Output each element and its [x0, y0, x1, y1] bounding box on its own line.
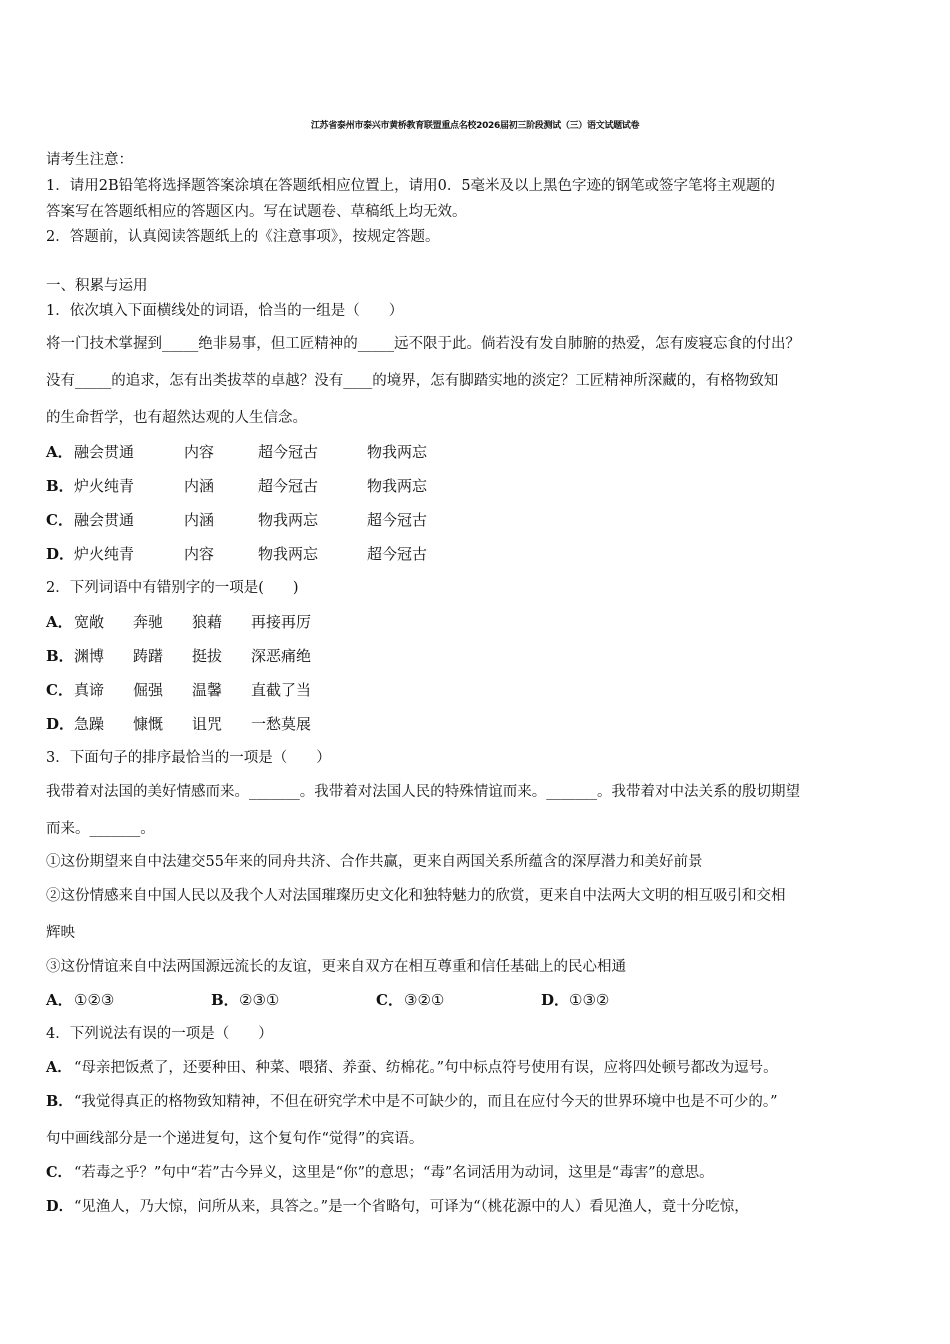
- option-label: D．: [46, 545, 75, 563]
- option-word: 物我两忘: [367, 443, 428, 461]
- option-label: B．: [46, 477, 74, 495]
- option-word: 内涵: [184, 511, 215, 529]
- q1-stem: 1．依次填入下面横线处的词语，恰当的一组是（ ）: [46, 303, 404, 319]
- q3-sentence-3: ③这份情谊来自中法两国源远流长的友谊，更来自双方在相互尊重和信任基础上的民心相通: [46, 959, 626, 975]
- option-word: 物我两忘: [258, 545, 319, 563]
- option-word: 挺拔: [192, 647, 223, 665]
- q3-passage-line-1: 我带着对法国的美好情感而来。_______。我带着对法国人民的特殊情谊而来。_______。我带着对中法关系的殷切期望: [46, 784, 800, 800]
- section-heading: 一、积累与运用: [46, 278, 148, 294]
- option-text: “我觉得真正的格物致知精神，不但在研究学术中是不可缺少的，而且在应付今天的世界环境中也是不可少的。”: [74, 1094, 778, 1110]
- option-text: “母亲把饭煮了，还要种田、种菜、喂猪、养蚕、纺棉花。”句中标点符号使用有误，应将四处顿号都改为逗号。: [74, 1060, 778, 1076]
- option-word: 狼藉: [192, 613, 223, 631]
- option-label: B．: [46, 647, 74, 665]
- option-label: A．: [46, 1059, 72, 1076]
- notice-heading: 请考生注意：: [46, 152, 133, 168]
- option-label: C．: [376, 991, 403, 1009]
- q3-sentence-1: ①这份期望来自中法建交55年来的同舟共济、合作共赢，更来自两国关系所蕴含的深厚潜力和美好前景: [46, 854, 703, 870]
- notice-item-2: 2．答题前，认真阅读答题纸上的《注意事项》，按规定答题。: [46, 229, 440, 245]
- option-word: 融会贯通: [74, 511, 135, 529]
- q4-option-b-line-2: 句中画线部分是一个递进复句，这个复句作“觉得”的宾语。: [46, 1131, 424, 1147]
- option-word: 物我两忘: [258, 511, 319, 529]
- option-word: 一愁莫展: [251, 715, 312, 733]
- option-word: 真谛: [74, 681, 105, 699]
- q2-option-a: [46, 612, 311, 632]
- q1-option-a: [46, 442, 427, 462]
- q4-option-b: [46, 1092, 778, 1112]
- option-label: C．: [46, 681, 73, 699]
- option-word: 踌躇: [133, 647, 164, 665]
- q1-passage-line-2: 没有_____的追求，怎有出类拔萃的卓越？没有____的境界，怎有脚踏实地的淡定？工匠精神所深藏的，有格物致知: [46, 373, 779, 389]
- option-word: 奔驰: [133, 613, 164, 631]
- option-word: 再接再厉: [251, 613, 312, 631]
- option-label: D．: [46, 715, 75, 733]
- option-word: 内容: [184, 443, 215, 461]
- q1-passage-line-1: 将一门技术掌握到_____绝非易事，但工匠精神的_____远不限于此。倘若没有发自肺腑的热爱，怎有废寝忘食的付出？: [46, 336, 800, 352]
- option-label: B．: [211, 991, 239, 1009]
- q2-option-b: [46, 646, 311, 666]
- q4-option-a: [46, 1058, 778, 1078]
- option-word: 直截了当: [251, 681, 312, 699]
- q2-option-c: [46, 680, 311, 700]
- option-word: 融会贯通: [74, 443, 135, 461]
- option-word: 超今冠古: [367, 545, 428, 563]
- option-word: 炉火纯青: [74, 477, 135, 495]
- option-word: 超今冠古: [258, 477, 319, 495]
- option-word: 诅咒: [192, 715, 223, 733]
- option-word: 内涵: [184, 477, 215, 495]
- q4-option-d: [46, 1197, 749, 1217]
- exam-title: 江苏省泰州市泰兴市黄桥教育联盟重点名校2026届初三阶段测试（三）语文试题试卷: [310, 121, 640, 131]
- option-word: 温馨: [192, 681, 223, 699]
- option-text: ①③②: [569, 991, 610, 1009]
- option-word: 物我两忘: [367, 477, 428, 495]
- option-word: 深恶痛绝: [251, 647, 312, 665]
- notice-item-1-line-2: 答案写在答题纸相应的答题区内。写在试题卷、草稿纸上均无效。: [46, 204, 467, 220]
- option-word: 倔强: [133, 681, 164, 699]
- q3-options: [46, 990, 609, 1010]
- option-label: D．: [46, 1198, 74, 1215]
- option-label: A．: [46, 613, 73, 631]
- option-label: A．: [46, 991, 73, 1009]
- q3-stem: 3．下面句子的排序最恰当的一项是（ ）: [46, 750, 331, 766]
- option-text: “见渔人，乃大惊，问所从来，具答之。”是一个省略句，可译为“（桃花源中的人）看见渔人，竟十分吃惊，: [74, 1199, 749, 1215]
- option-text: ②③①: [239, 991, 280, 1009]
- option-text: “若毒之乎？”句中“若”古今异义，这里是“你”的意思；“毒”名词活用为动词，这里是“毒害”的意思。: [74, 1165, 714, 1181]
- q1-option-c: [46, 510, 427, 530]
- option-label: C．: [46, 511, 73, 529]
- q4-stem: 4．下列说法有误的一项是（ ）: [46, 1026, 273, 1042]
- q2-option-d: [46, 714, 311, 734]
- option-word: 宽敞: [74, 613, 105, 631]
- notice-item-1-line-1: 1．请用2B铅笔将选择题答案涂填在答题纸相应位置上，请用0．5毫米及以上黑色字迹的钢笔或签字笔将主观题的: [46, 178, 776, 194]
- q1-option-d: [46, 544, 427, 564]
- option-label: D．: [541, 991, 570, 1009]
- option-text: ①②③: [74, 991, 115, 1009]
- q4-option-c: [46, 1163, 714, 1183]
- q1-option-b: [46, 476, 427, 496]
- option-word: 慷慨: [133, 715, 164, 733]
- option-word: 急躁: [74, 715, 105, 733]
- option-word: 内容: [184, 545, 215, 563]
- option-word: 渊博: [74, 647, 105, 665]
- q3-sentence-2-line-2: 辉映: [46, 925, 75, 941]
- q3-passage-line-2: 而来。_______。: [46, 821, 155, 837]
- option-word: 炉火纯青: [74, 545, 135, 563]
- option-label: C．: [46, 1164, 73, 1181]
- option-label: B．: [46, 1093, 73, 1110]
- option-text: ③②①: [404, 991, 445, 1009]
- option-label: A．: [46, 443, 73, 461]
- q3-sentence-2-line-1: ②这份情感来自中国人民以及我个人对法国璀璨历史文化和独特魅力的欣赏，更来自中法两大文明的相互吸引和交相: [46, 888, 786, 904]
- q1-passage-line-3: 的生命哲学，也有超然达观的人生信念。: [46, 410, 307, 426]
- option-word: 超今冠古: [258, 443, 319, 461]
- q2-stem: 2．下列词语中有错别字的一项是( ): [46, 580, 299, 596]
- option-word: 超今冠古: [367, 511, 428, 529]
